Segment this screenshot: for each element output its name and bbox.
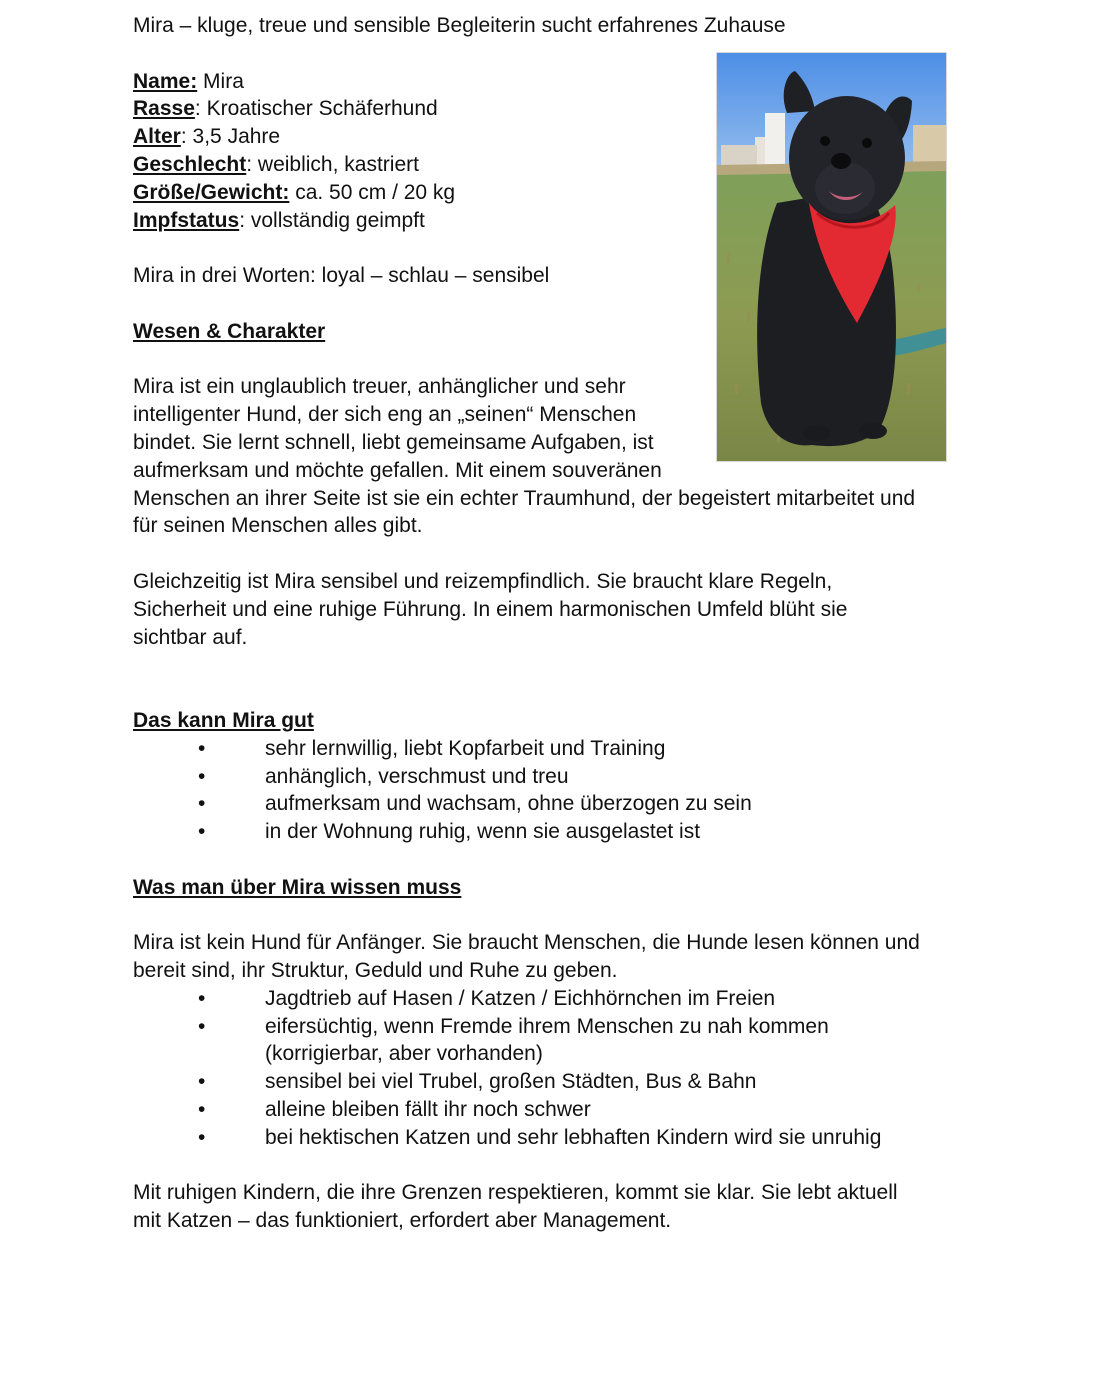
paragraph-line: intelligenter Hund, der sich eng an „seinen“ Menschen (133, 403, 637, 427)
section-heading-kann-gut: Das kann Mira gut (133, 708, 314, 732)
paragraph-line: sichtbar auf. (133, 625, 248, 649)
list-item-text: bei hektischen Katzen und sehr lebhaften Kindern wird sie unruhig (265, 1125, 882, 1149)
fact-alter (133, 123, 978, 151)
list-item-text: eifersüchtig, wenn Fremde ihrem Menschen zu nah kommen (265, 1014, 829, 1038)
bullet-dot: • (198, 1014, 206, 1038)
list-item-text: sensibel bei viel Trubel, großen Städten, Bus & Bahn (265, 1070, 757, 1094)
paragraph-line: aufmerksam und möchte gefallen. Mit einem souveränen (133, 458, 662, 482)
fact-sep: : (180, 125, 187, 149)
fact-label: Impfstatus (133, 208, 240, 232)
fact-impfstatus (133, 207, 978, 235)
list-item-text: (korrigierbar, aber vorhanden) (265, 1042, 543, 1066)
bullet-dot: • (198, 1125, 206, 1149)
fact-sep: : (246, 152, 253, 176)
document-title: Mira – kluge, treue und sensible Begleiterin sucht erfahrenes Zuhause (133, 14, 786, 37)
list-item (133, 1124, 978, 1152)
list-item-text: Jagdtrieb auf Hasen / Katzen / Eichhörnchen im Freien (265, 986, 776, 1010)
list-item-text: sehr lernwillig, liebt Kopfarbeit und Training (265, 736, 666, 760)
fact-sep: : (194, 97, 201, 121)
fact-name (133, 68, 978, 96)
fact-value: ca. 50 cm / 20 kg (289, 180, 456, 204)
paragraph-line: Mira ist ein unglaublich treuer, anhänglicher und sehr (133, 375, 626, 399)
paragraph-line: Menschen an ihrer Seite ist sie ein echter Traumhund, der begeistert mitarbeitet und (133, 486, 916, 510)
list-item (133, 1096, 978, 1124)
fact-label: Name: (133, 69, 198, 93)
fact-rasse (133, 95, 978, 123)
fact-groesse-gewicht (133, 179, 978, 207)
section-heading-wissen: Was man über Mira wissen muss (133, 875, 462, 899)
list-item (133, 735, 978, 763)
paragraph-line: bindet. Sie lernt schnell, liebt gemeinsame Aufgaben, ist (133, 430, 654, 454)
fact-geschlecht (133, 151, 978, 179)
bullet-dot: • (198, 736, 206, 760)
fact-value: vollständig geimpft (245, 208, 425, 232)
document-page (133, 12, 978, 1235)
fact-label: Geschlecht (133, 152, 247, 176)
fact-value: weiblich, kastriert (252, 152, 419, 176)
paragraph-line: Sicherheit und eine ruhige Führung. In einem harmonischen Umfeld blüht sie (133, 597, 848, 621)
list-item (133, 1013, 978, 1041)
list-item-text: alleine bleiben fällt ihr noch schwer (265, 1098, 591, 1122)
paragraph-line: Mit ruhigen Kindern, die ihre Grenzen respektieren, kommt sie klar. Sie lebt aktuell (133, 1181, 898, 1205)
bullet-dot: • (198, 986, 206, 1010)
list-item (133, 790, 978, 818)
fact-value: 3,5 Jahre (186, 125, 281, 149)
three-words-line: Mira in drei Worten: loyal – schlau – sensibel (133, 264, 550, 288)
fact-value: Mira (197, 69, 244, 93)
list-item-text: aufmerksam und wachsam, ohne überzogen zu sein (265, 792, 752, 816)
fact-label: Größe/Gewicht: (133, 180, 290, 204)
list-item-text: anhänglich, verschmust und treu (265, 764, 569, 788)
list-item (133, 763, 978, 791)
list-item (133, 818, 978, 846)
fact-sep: : (239, 208, 246, 232)
bullet-dot: • (198, 764, 206, 788)
paragraph-line: Gleichzeitig ist Mira sensibel und reizempfindlich. Sie braucht klare Regeln, (133, 569, 833, 593)
list-item-text: in der Wohnung ruhig, wenn sie ausgelastet ist (265, 820, 701, 844)
bullet-dot: • (198, 792, 206, 816)
list-item (133, 985, 978, 1013)
fact-label: Alter (133, 125, 181, 149)
bullet-dot: • (198, 1070, 206, 1094)
fact-value: Kroatischer Schäferhund (200, 97, 438, 121)
paragraph-line: bereit sind, ihr Struktur, Geduld und Ruhe zu geben. (133, 959, 618, 983)
bullet-dot: • (198, 1098, 206, 1122)
section-heading-wesen: Wesen & Charakter (133, 319, 326, 343)
paragraph-line: für seinen Menschen alles gibt. (133, 514, 423, 538)
list-item-continuation (133, 1040, 978, 1068)
bullet-dot: • (198, 820, 206, 844)
fact-label: Rasse (133, 97, 195, 121)
paragraph-line: Mira ist kein Hund für Anfänger. Sie braucht Menschen, die Hunde lesen können und (133, 931, 920, 955)
paragraph-line: mit Katzen – das funktioniert, erfordert aber Management. (133, 1209, 672, 1233)
list-item (133, 1068, 978, 1096)
